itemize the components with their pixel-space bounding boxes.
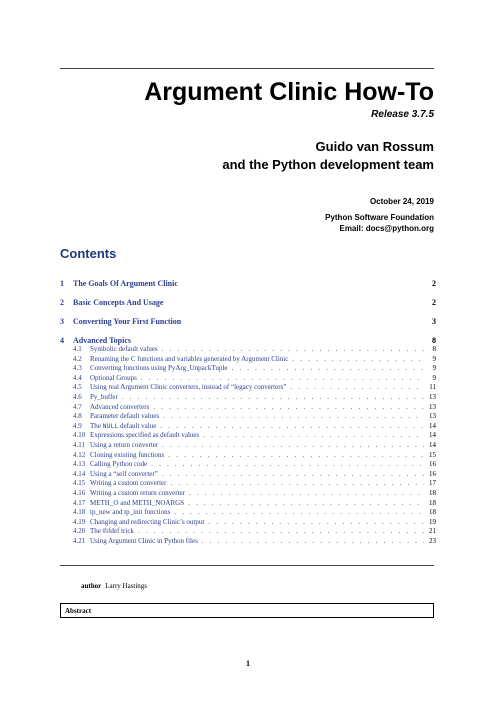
toc-section-label[interactable]: Converting Your First Function (73, 317, 182, 326)
author-line-2: and the Python development team (222, 157, 434, 172)
document-title: Argument Clinic How-To (144, 78, 434, 106)
toc-section-label[interactable]: The Goals Of Argument Clinic (73, 279, 178, 288)
toc-section-number: 3 (60, 317, 64, 326)
author-value: Larry Hastings (105, 582, 148, 590)
leader-dots (203, 430, 424, 440)
toc-section-page: 8 (432, 336, 436, 345)
toc-section-label[interactable]: Advanced Topics (73, 336, 132, 345)
leader-dots (168, 450, 424, 460)
toc-subsection-number: 4.3 (73, 364, 82, 373)
author-line-1: Guido van Rossum (315, 139, 434, 154)
toc-subsection-4-7[interactable] (73, 402, 436, 412)
leader-dots (122, 392, 424, 402)
toc-subsection-entry (90, 488, 424, 498)
toc-section-number: 4 (60, 336, 64, 345)
leader-dots (162, 344, 424, 354)
toc-subsection-number: 4.10 (73, 431, 86, 440)
toc-subsection-number: 4.1 (73, 345, 82, 353)
toc-subsection-number: 4.20 (73, 527, 86, 536)
toc-subsection-4-1[interactable] (73, 344, 436, 354)
author-key: author (81, 582, 102, 590)
toc-subsection-label[interactable]: Py_buffer (90, 393, 118, 401)
toc-subsection-entry (90, 402, 424, 412)
toc-subsection-page: 18 (429, 498, 436, 507)
toc-subsection-label[interactable]: Using a “self converter” (90, 469, 158, 478)
toc-subsection-page: 14 (429, 421, 436, 430)
toc-subsection-label[interactable]: Using real Argument Clinic converters, instead of “legacy converters” (90, 383, 287, 392)
toc-subsection-4-6[interactable] (73, 392, 436, 402)
toc-subsection-label[interactable]: Converting functions using PyArg_UnpackTuple (90, 364, 228, 373)
contents-heading: Contents (60, 246, 117, 261)
toc-subsection-entry (90, 382, 424, 392)
toc-subsection-4-11[interactable] (73, 440, 436, 450)
toc-subsection-4-21[interactable] (73, 536, 436, 546)
abstract-label: Abstract (65, 607, 92, 615)
toc-subsection-4-19[interactable] (73, 517, 436, 527)
toc-subsection-4-8[interactable] (73, 411, 436, 421)
toc-subsection-label[interactable]: METH_O and METH_NOARGS (90, 498, 185, 507)
toc-subsection-label[interactable]: Advanced converters (90, 402, 150, 411)
toc-subsection-entry (90, 507, 424, 517)
leader-dots (290, 382, 424, 392)
toc-subsection-number: 4.16 (73, 489, 86, 497)
leader-dots (174, 507, 424, 517)
publication-date: October 24, 2019 (369, 197, 434, 206)
leader-dots (171, 478, 425, 488)
toc-subsection-4-10[interactable] (73, 430, 436, 440)
toc-subsection-entry (90, 469, 424, 479)
toc-subsection-page: 9 (432, 373, 436, 382)
toc-subsection-number: 4.4 (73, 373, 82, 382)
toc-subsection-4-12[interactable] (73, 450, 436, 460)
toc-subsection-number: 4.12 (73, 450, 86, 459)
toc-subsection-entry (90, 450, 424, 460)
toc-section-page: 2 (432, 279, 436, 288)
page-number: 1 (246, 659, 250, 668)
toc-subsection-entry (90, 526, 424, 536)
toc-subsection-label[interactable]: Changing and redirecting Clinic’s output (90, 517, 205, 526)
toc-subsection-entry (90, 354, 424, 364)
toc-subsection-label[interactable]: Parameter default values (90, 412, 160, 421)
toc-subsection-entry (90, 373, 424, 383)
toc-subsection-entry (90, 344, 424, 354)
toc-subsection-page: 11 (429, 383, 436, 392)
toc-subsection-entry (90, 498, 424, 508)
leader-dots (151, 459, 424, 469)
toc-section-label[interactable]: Basic Concepts And Usage (73, 298, 164, 307)
toc-subsection-entry (90, 363, 424, 373)
toc-subsection-entry (90, 411, 424, 421)
toc-subsection-page: 8 (432, 345, 436, 353)
toc-section-3[interactable] (60, 316, 436, 328)
leader-dots (138, 526, 424, 536)
toc-subsection-number: 4.2 (73, 354, 82, 363)
toc-subsection-number: 4.18 (73, 508, 86, 517)
toc-subsection-page: 16 (429, 460, 436, 469)
leader-dots (189, 488, 424, 498)
toc-subsection-page: 17 (429, 479, 436, 488)
leader-dots (162, 440, 424, 450)
toc-subsection-label[interactable]: Using Argument Clinic in Python files (90, 537, 198, 545)
toc-subsection-entry (90, 517, 424, 527)
toc-subsection-page: 9 (432, 354, 436, 363)
toc-subsection-4-20[interactable] (73, 526, 436, 536)
toc-subsection-page: 18 (429, 489, 436, 497)
toc-subsection-4-18[interactable] (73, 507, 436, 517)
leader-dots (153, 402, 424, 412)
toc-subsection-4-5[interactable] (73, 382, 436, 392)
toc-subsection-page: 13 (429, 393, 436, 401)
toc-subsection-page: 15 (429, 450, 436, 459)
toc-section-page: 2 (432, 298, 436, 307)
toc-subsection-number: 4.17 (73, 498, 86, 507)
toc-subsection-4-17[interactable] (73, 498, 436, 508)
toc-subsection-4-13[interactable] (73, 459, 436, 469)
toc-section-page: 3 (432, 317, 436, 326)
toc-subsection-page: 23 (429, 537, 436, 545)
top-rule (60, 68, 434, 69)
toc-subsection-number: 4.8 (73, 412, 82, 421)
toc-subsection-label[interactable]: The #ifdef trick (90, 527, 134, 536)
toc-subsection-entry (90, 392, 424, 402)
leader-dots (162, 469, 424, 479)
toc-subsection-entry (90, 459, 424, 469)
leader-dots (202, 536, 424, 546)
toc-subsection-4-14[interactable] (73, 469, 436, 479)
toc-subsection-entry (90, 430, 424, 440)
toc-subsection-number: 4.7 (73, 402, 82, 411)
toc-subsection-label[interactable]: Writing a custom converter (90, 479, 167, 488)
contact-email: Email: docs@python.org (339, 224, 434, 233)
toc-subsection-page: 18 (429, 508, 436, 517)
leader-dots (231, 363, 424, 373)
release-label: Release 3.7.5 (371, 109, 434, 120)
bottom-rule (60, 565, 434, 566)
toc-subsection-label[interactable]: Expressions specified as default values (90, 431, 200, 440)
toc-subsection-page: 14 (429, 441, 436, 449)
toc-subsection-number: 4.15 (73, 479, 86, 488)
toc-subsection-label[interactable]: Calling Python code (90, 460, 148, 469)
abstract-box (60, 603, 434, 618)
leader-dots (188, 498, 424, 508)
toc-subsection-number: 4.6 (73, 393, 82, 401)
toc-subsection-label[interactable]: Writing a custom return converter (90, 489, 185, 497)
leader-dots (141, 373, 424, 383)
label-code: NULL (102, 422, 119, 430)
toc-subsection-label[interactable]: tp_new and tp_init functions (90, 508, 171, 517)
toc-subsection-entry (90, 478, 424, 488)
toc-subsection-label[interactable]: Cloning existing functions (90, 450, 165, 459)
toc-subsection-4-9[interactable] (73, 421, 436, 431)
leader-dots (208, 517, 424, 527)
toc-subsection-number: 4.9 (73, 421, 82, 430)
toc-subsection-4-3[interactable] (73, 363, 436, 373)
toc-subsection-page: 14 (429, 431, 436, 440)
toc-subsection-entry (90, 536, 424, 546)
toc-section-1[interactable] (60, 278, 436, 290)
organization: Python Software Foundation (325, 213, 434, 222)
label-text-post: default value (118, 421, 157, 430)
toc-subsection-number: 4.21 (73, 537, 86, 545)
author-field (81, 582, 147, 590)
label-text-pre: The (90, 421, 103, 430)
toc-subsection-number: 4.11 (73, 441, 85, 449)
toc-subsection-label[interactable]: Using a return converter (90, 441, 159, 449)
toc-section-number: 2 (60, 298, 64, 307)
toc-subsection-4-16[interactable] (73, 488, 436, 498)
toc-subsection-4-15[interactable] (73, 478, 436, 488)
toc-subsection-number: 4.13 (73, 460, 86, 469)
toc-subsection-number: 4.14 (73, 469, 86, 478)
toc-subsection-entry (90, 440, 424, 450)
toc-subsection-page: 21 (429, 527, 436, 536)
leader-dots (292, 354, 424, 364)
toc-subsection-4-2[interactable] (73, 354, 436, 364)
toc-subsection-page: 9 (432, 364, 436, 373)
toc-subsection-page: 19 (429, 517, 436, 526)
leader-dots (163, 411, 424, 421)
toc-subsection-4-4[interactable] (73, 373, 436, 383)
toc-section-2[interactable] (60, 297, 436, 309)
toc-subsection-label[interactable]: Renaming the C functions and variables generated by Argument Clinic (90, 354, 289, 363)
toc-section-number: 1 (60, 279, 64, 288)
toc-subsection-number: 4.19 (73, 517, 86, 526)
toc-subsection-page: 13 (429, 402, 436, 411)
toc-subsection-page: 16 (429, 469, 436, 478)
toc-subsection-label[interactable]: Symbolic default values (90, 345, 158, 353)
toc-subsection-label[interactable]: Optional Groups (90, 373, 137, 382)
toc-subsection-page: 13 (429, 412, 436, 421)
toc-subsection-number: 4.5 (73, 383, 82, 392)
